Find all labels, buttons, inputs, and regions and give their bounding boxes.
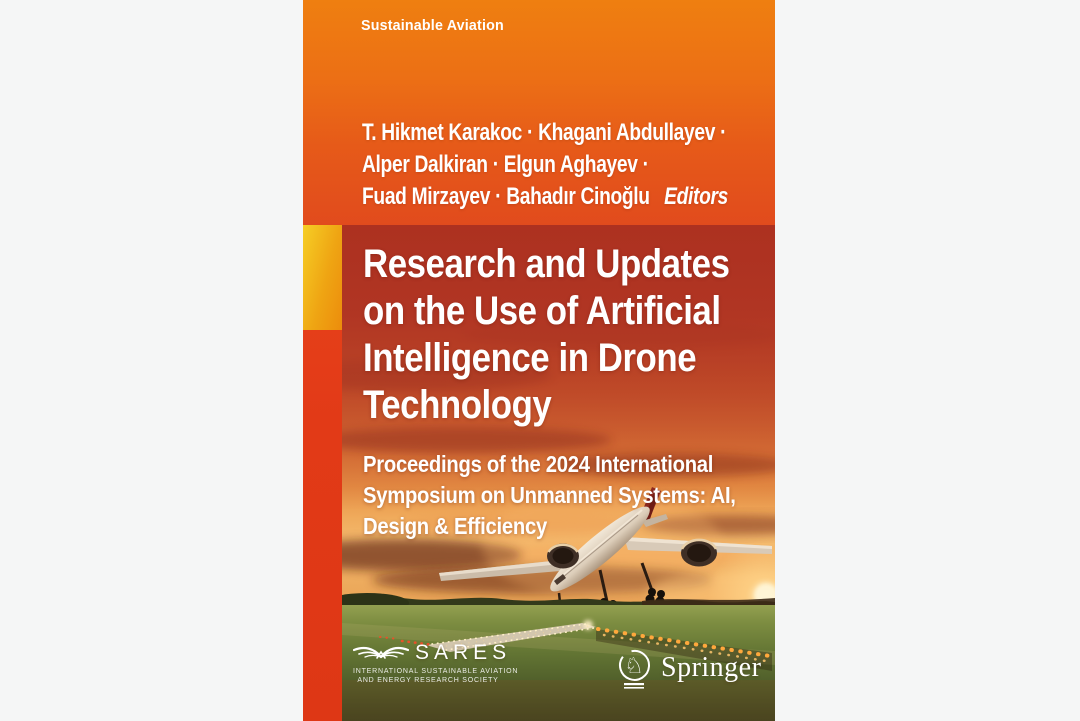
accent-square bbox=[303, 225, 342, 330]
title-line-2: on the Use of Artificial bbox=[363, 289, 721, 333]
title-line-1: Research and Updates bbox=[363, 242, 730, 286]
springer-knight-icon bbox=[615, 645, 653, 691]
authors-line-3-names: Fuad Mirzayev · Bahadır Cinoğlu bbox=[362, 183, 650, 210]
sares-wings-icon bbox=[353, 643, 409, 663]
springer-name: Springer bbox=[661, 652, 762, 683]
sares-tagline bbox=[353, 668, 519, 685]
svg-text:♘: ♘ bbox=[624, 654, 644, 679]
authors-line-2: Alper Dalkiran · Elgun Aghayev · bbox=[362, 151, 649, 178]
springer-logo bbox=[615, 645, 761, 691]
book-subtitle bbox=[363, 449, 736, 542]
sares-logo bbox=[353, 641, 519, 685]
series-title: Sustainable Aviation bbox=[361, 17, 504, 34]
subtitle-line-2: Symposium on Unmanned Systems: AI, bbox=[363, 482, 736, 508]
authors-line-3 bbox=[362, 181, 728, 213]
book-cover bbox=[303, 0, 775, 721]
sares-tagline-line-2: AND ENERGY RESEARCH SOCIETY bbox=[357, 676, 499, 684]
book-title bbox=[363, 241, 730, 429]
authors-block bbox=[362, 117, 728, 213]
subtitle-line-1: Proceedings of the 2024 International bbox=[363, 451, 714, 477]
sares-tagline-line-1: INTERNATIONAL SUSTAINABLE AVIATION bbox=[353, 668, 519, 675]
editors-label: Editors bbox=[664, 183, 729, 210]
authors-line-1: T. Hikmet Karakoc · Khagani Abdullayev · bbox=[362, 119, 727, 146]
subtitle-line-3: Design & Efficiency bbox=[363, 513, 547, 539]
title-line-3: Intelligence in Drone bbox=[363, 336, 697, 380]
title-line-4: Technology bbox=[363, 383, 552, 427]
sares-name: SARES bbox=[415, 641, 512, 664]
